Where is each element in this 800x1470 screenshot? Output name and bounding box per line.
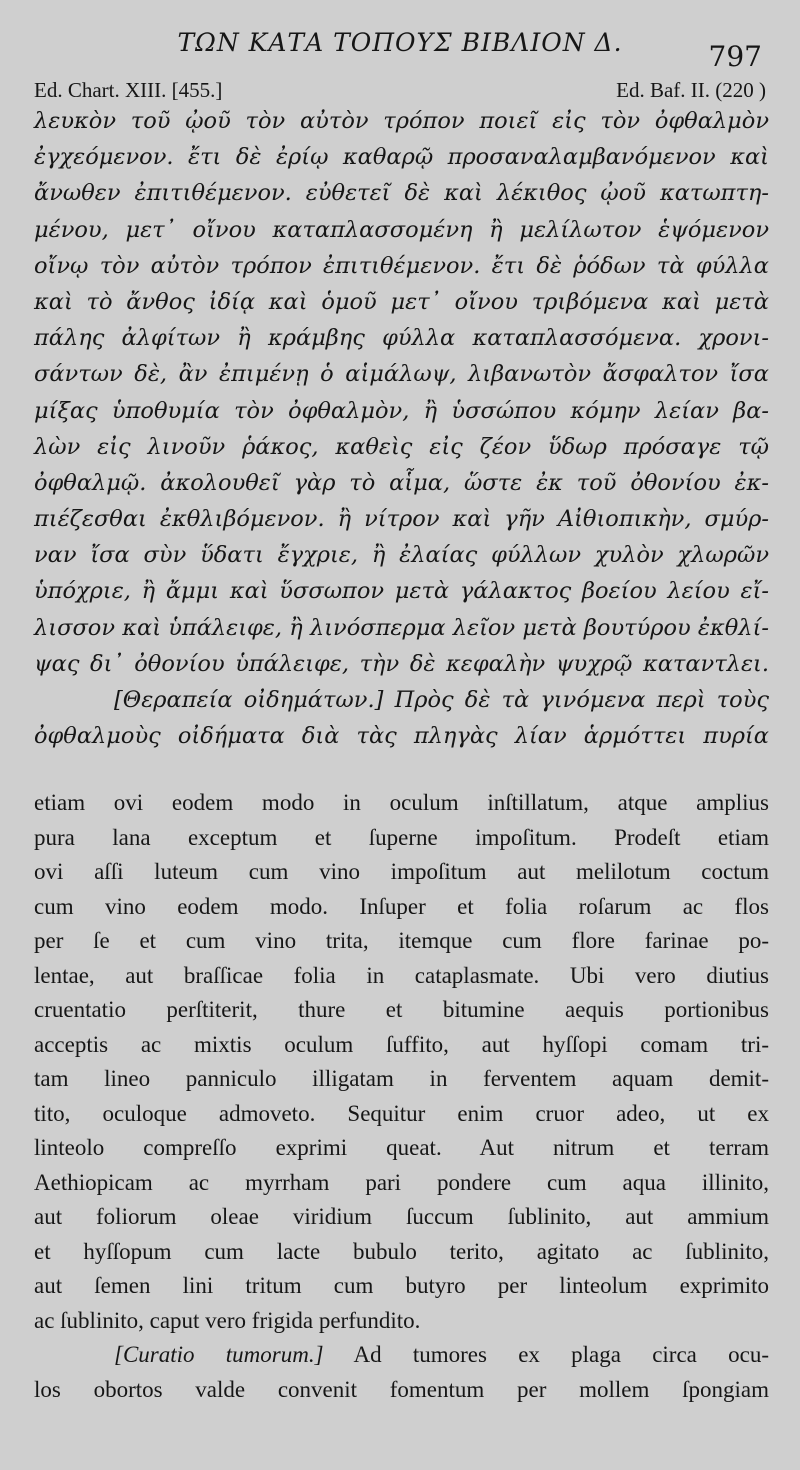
running-title: ΤΩΝ ΚΑΤΑ ΤΟΠΟΥΣ ΒΙΒΛΙΟΝ Δ. xyxy=(177,28,623,57)
greek-section-heading: [Θεραπεία οἰδημάτων.] xyxy=(114,687,384,713)
latin-section-heading: [Curatio tumorum.] xyxy=(114,1342,324,1367)
latin-line: acceptis ac mixtis oculum ſuffito, aut hyſſopi comam tri- xyxy=(34,1031,769,1057)
page-number: 797 xyxy=(708,40,762,73)
latin-line: tam lineo panniculo illigatam in ferventem aquam demit- xyxy=(34,1066,769,1091)
greek-line: ὀφθαλμοὺς οἰδήματα διὰ τὰς πληγὰς λίαν ἁρμόττει πυρία xyxy=(34,723,769,750)
greek-line: ὀφθαλμῷ. ἀκολουθεῖ γὰρ τὸ αἷμα, ὥστε ἐκ τοῦ ὀθονίου ἐκ- xyxy=(34,469,769,496)
latin-line: los obortos valde convenit fomentum per mollem ſpongiam xyxy=(34,1376,769,1402)
greek-line: μίξας ὑποθυμία τὸν ὀφθαλμὸν, ἢ ὑσσώπου κόμην λείαν βα- xyxy=(34,397,769,424)
greek-line: ὑπόχριε, ἢ ἄμμι καὶ ὕσσωπον μετὰ γάλακτος βοείου λείου εἴ- xyxy=(34,578,769,605)
latin-line: pura lana exceptum et ſuperne impoſitum. Prodeſt etiam xyxy=(34,824,769,850)
edition-reference-right: Ed. Baf. II. (220 ) xyxy=(616,78,766,102)
greek-line: ἄνωθεν ἐπιτιθέμενον. εὐθετεῖ δὲ καὶ λέκιθος ᾠοῦ κατωπτη- xyxy=(34,180,769,207)
greek-text-block xyxy=(34,103,769,754)
latin-line: Aethiopicam ac myrrham pari pondere cum aqua illinito, xyxy=(34,1169,769,1195)
greek-line: λὼν εἰς λινοῦν ῥάκος, καθεὶς εἰς ζέον ὕδωρ πρόσαγε τῷ xyxy=(34,433,769,460)
latin-line: aut ſemen lini tritum cum butyro per linteolum exprimito xyxy=(34,1273,769,1298)
latin-line: cum vino eodem modo. Inſuper et folia roſarum ac flos xyxy=(34,893,769,919)
greek-line: ναν ἴσα σὺν ὕδατι ἔγχριε, ἢ ἐλαίας φύλλων χυλὸν χλωρῶν xyxy=(34,542,769,569)
latin-line: ovi aſſi luteum cum vino impoſitum aut melilotum coctum xyxy=(34,859,769,884)
edition-reference-left: Ed. Chart. XIII. [455.] xyxy=(34,78,223,102)
latin-line: lentae, aut braſſicae folia in cataplasmate. Ubi vero diutius xyxy=(34,962,769,988)
greek-line: πάλης ἀλφίτων ἢ κράμβης φύλλα καταπλασσόμενα. χρονι- xyxy=(34,325,769,352)
greek-section-line xyxy=(34,682,769,718)
greek-line: ψας δι᾽ ὀθονίου ὑπάλειφε, τὴν δὲ κεφαλὴν ψυχρῷ καταντλει. xyxy=(34,650,769,677)
greek-line: καὶ τὸ ἄνθος ἰδίᾳ καὶ ὁμοῦ μετ᾽ οἴνου τριβόμενα καὶ μετὰ xyxy=(34,288,769,315)
latin-line: ac ſublinito, caput vero frigida perfundito. xyxy=(34,1307,421,1333)
greek-line: λευκὸν τοῦ ᾠοῦ τὸν αὐτὸν τρόπον ποιεῖ εἰς τὸν ὀφθαλμὸν xyxy=(34,108,769,134)
latin-line: aut foliorum oleae viridium ſuccum ſublinito, aut ammium xyxy=(34,1204,769,1229)
latin-line: cruentatio perſtiterit, thure et bitumine aequis portionibus xyxy=(34,997,769,1022)
latin-line: etiam ovi eodem modo in oculum inſtillatum, atque amplius xyxy=(34,790,769,815)
greek-line: οἴνῳ τὸν αὐτὸν τρόπον ἐπιτιθέμενον. ἔτι δὲ ῥόδων τὰ φύλλα xyxy=(34,252,769,279)
greek-line: σάντων δὲ, ἂν ἐπιμένῃ ὁ αἱμάλωψ, λιβανωτὸν ἄσφαλτον ἴσα xyxy=(34,361,769,388)
latin-line: et hyſſopum cum lacte bubulo terito, agitato ac ſublinito, xyxy=(34,1238,769,1264)
latin-section-line xyxy=(34,1338,769,1373)
latin-line: linteolo compreſſo exprimi queat. Aut nitrum et terram xyxy=(34,1135,769,1160)
greek-line: ἐγχεόμενον. ἔτι δὲ ἐρίῳ καθαρῷ προσαναλαμβανόμενον καὶ xyxy=(34,144,769,171)
greek-line: λισσον καὶ ὑπάλειφε, ἢ λινόσπερμα λεῖον μετὰ βουτύρου ἐκθλί- xyxy=(34,614,769,641)
latin-heading-line-text: Ad tumores ex plaga circa ocu- xyxy=(353,1342,769,1367)
latin-line: tito, oculoque admoveto. Sequitur enim cruor adeo, ut ex xyxy=(34,1100,769,1126)
greek-line: πιέζεσθαι ἐκθλιβόμενον. ἢ νίτρον καὶ γῆν Αἰθιοπικὴν, σμύρ- xyxy=(34,506,769,533)
greek-heading-line-text: Πρὸς δὲ τὰ γινόμενα περὶ τοὺς xyxy=(394,687,770,713)
latin-text-block xyxy=(34,786,769,1407)
greek-line: μένου, μετ᾽ οἴνου καταπλασσομένη ἢ μελίλωτον ἑψόμενον xyxy=(34,216,769,243)
latin-line: per ſe et cum vino trita, itemque cum flore farinae po- xyxy=(34,928,769,953)
